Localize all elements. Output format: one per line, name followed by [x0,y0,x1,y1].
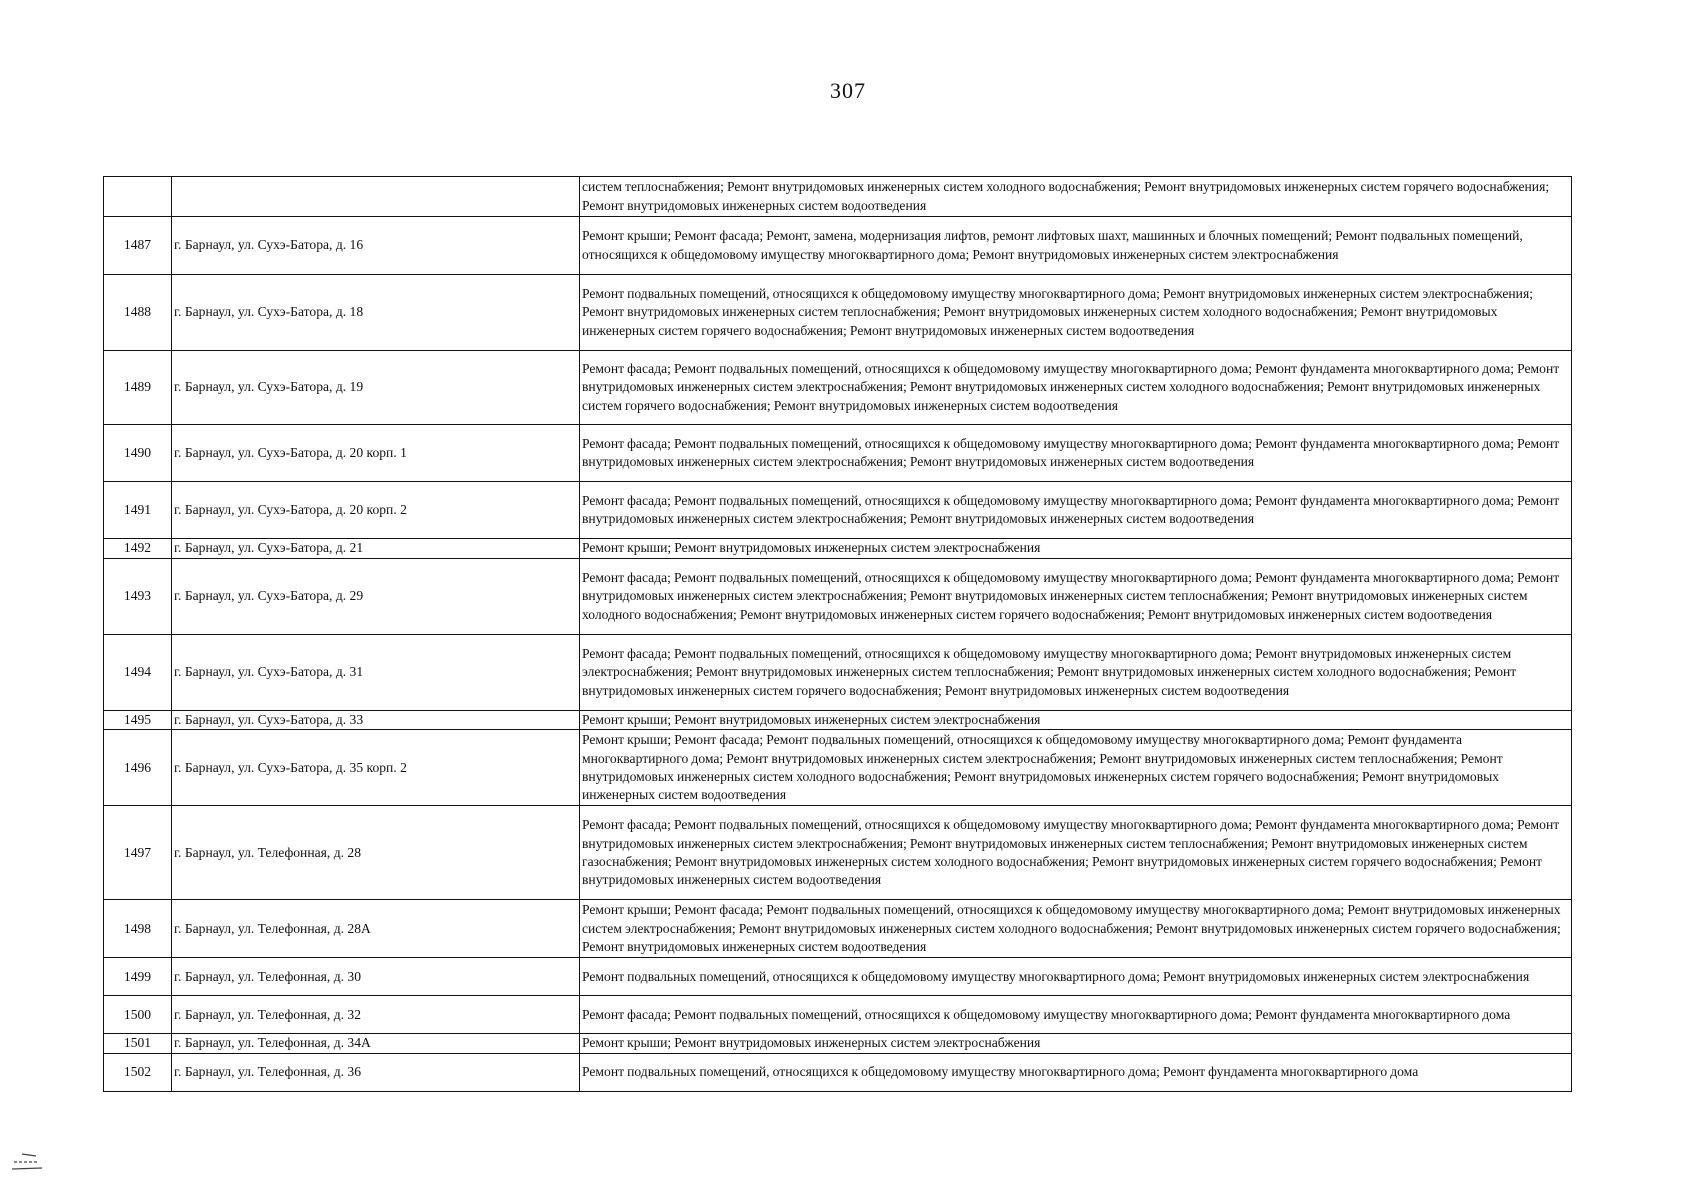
repair-works-cell: Ремонт фасада; Ремонт подвальных помещений, относящихся к общедомовому имуществу многоквартирного дома; Ремонт фундамента многоквартирного дома; Ремонт внутридомовых инженерных систем электроснабжения; Ремонт внутридомовых инженерных систем теплоснабжения; Ремонт внутридомовых инженерных систем газоснабжения; Ремонт внутридомовых инженерных систем холодного водоснабжения; Ремонт внутридомовых инженерных систем горячего водоснабжения; Ремонт внутридомовых инженерных систем водоотведения [580,806,1572,900]
repair-works-cell: Ремонт подвальных помещений, относящихся к общедомовому имуществу многоквартирного дома; Ремонт фундамента многоквартирного дома [580,1053,1572,1091]
repair-works-cell: Ремонт крыши; Ремонт внутридомовых инженерных систем электроснабжения [580,1034,1572,1053]
row-number-cell: 1496 [104,730,172,806]
table-row-1502 [104,1053,1572,1091]
repair-works-cell: Ремонт фасада; Ремонт подвальных помещений, относящихся к общедомовому имуществу многоквартирного дома; Ремонт фундамента многоквартирного дома [580,996,1572,1034]
repair-works-cell: Ремонт фасада; Ремонт подвальных помещений, относящихся к общедомовому имуществу многоквартирного дома; Ремонт фундамента многоквартирного дома; Ремонт внутридомовых инженерных систем электроснабжения; Ремонт внутридомовых инженерных систем водоотведения [580,425,1572,482]
repair-works-cell: систем теплоснабжения; Ремонт внутридомовых инженерных систем холодного водоснабжения; Ремонт внутридомовых инженерных систем горячего водоснабжения; Ремонт внутридомовых инженерных систем водоотведения [580,177,1572,217]
row-number-cell: 1502 [104,1053,172,1091]
address-cell: г. Барнаул, ул. Телефонная, д. 28А [172,900,580,958]
address-cell: г. Барнаул, ул. Телефонная, д. 32 [172,996,580,1034]
address-cell: г. Барнаул, ул. Сухэ-Батора, д. 20 корп. 2 [172,482,580,539]
repair-works-cell: Ремонт крыши; Ремонт внутридомовых инженерных систем электроснабжения [580,711,1572,730]
table-row-1497 [104,806,1572,900]
repair-works-cell: Ремонт подвальных помещений, относящихся к общедомовому имуществу многоквартирного дома; Ремонт внутридомовых инженерных систем электроснабжения; Ремонт внутридомовых инженерных систем теплоснабжения; Ремонт внутридомовых инженерных систем холодного водоснабжения; Ремонт внутридомовых инженерных систем горячего водоснабжения; Ремонт внутридомовых инженерных систем водоотведения [580,275,1572,351]
address-cell: г. Барнаул, ул. Сухэ-Батора, д. 35 корп. 2 [172,730,580,806]
address-cell: г. Барнаул, ул. Сухэ-Батора, д. 29 [172,559,580,635]
repair-works-cell: Ремонт крыши; Ремонт внутридомовых инженерных систем электроснабжения [580,539,1572,559]
address-cell: г. Барнаул, ул. Телефонная, д. 28 [172,806,580,900]
address-cell [172,177,580,217]
row-number-cell: 1493 [104,559,172,635]
row-number-cell: 1490 [104,425,172,482]
address-cell: г. Барнаул, ул. Сухэ-Батора, д. 18 [172,275,580,351]
address-cell: г. Барнаул, ул. Сухэ-Батора, д. 16 [172,217,580,275]
repair-works-cell: Ремонт фасада; Ремонт подвальных помещений, относящихся к общедомовому имуществу многоквартирного дома; Ремонт фундамента многоквартирного дома; Ремонт внутридомовых инженерных систем электроснабжения; Ремонт внутридомовых инженерных систем теплоснабжения; Ремонт внутридомовых инженерных систем холодного водоснабжения; Ремонт внутридомовых инженерных систем горячего водоснабжения; Ремонт внутридомовых инженерных систем водоотведения [580,559,1572,635]
table-row-1488 [104,275,1572,351]
repair-works-cell: Ремонт фасада; Ремонт подвальных помещений, относящихся к общедомовому имуществу многоквартирного дома; Ремонт внутридомовых инженерных систем электроснабжения; Ремонт внутридомовых инженерных систем теплоснабжения; Ремонт внутридомовых инженерных систем холодного водоснабжения; Ремонт внутридомовых инженерных систем горячего водоснабжения; Ремонт внутридомовых инженерных систем водоотведения [580,635,1572,711]
table-row-1494 [104,635,1572,711]
address-cell: г. Барнаул, ул. Сухэ-Батора, д. 31 [172,635,580,711]
table-row-1495 [104,711,1572,730]
table-row-1500 [104,996,1572,1034]
row-number-cell: 1494 [104,635,172,711]
table-row-1493 [104,559,1572,635]
address-cell: г. Барнаул, ул. Телефонная, д. 30 [172,958,580,996]
address-cell: г. Барнаул, ул. Сухэ-Батора, д. 20 корп. 1 [172,425,580,482]
repair-works-cell: Ремонт крыши; Ремонт фасада; Ремонт подвальных помещений, относящихся к общедомовому имуществу многоквартирного дома; Ремонт внутридомовых инженерных систем электроснабжения; Ремонт внутридомовых инженерных систем холодного водоснабжения; Ремонт внутридомовых инженерных систем горячего водоснабжения; Ремонт внутридомовых инженерных систем водоотведения [580,900,1572,958]
table-row-continuation [104,177,1572,217]
table-row-1489 [104,351,1572,425]
table-body [104,177,1572,1092]
row-number-cell: 1499 [104,958,172,996]
row-number-cell: 1491 [104,482,172,539]
table-row-1492 [104,539,1572,559]
row-number-cell: 1501 [104,1034,172,1053]
row-number-cell: 1492 [104,539,172,559]
row-number-cell: 1495 [104,711,172,730]
table-row-1501 [104,1034,1572,1053]
address-cell: г. Барнаул, ул. Телефонная, д. 36 [172,1053,580,1091]
repair-works-cell: Ремонт фасада; Ремонт подвальных помещений, относящихся к общедомовому имуществу многоквартирного дома; Ремонт фундамента многоквартирного дома; Ремонт внутридомовых инженерных систем электроснабжения; Ремонт внутридомовых инженерных систем водоотведения [580,482,1572,539]
address-cell: г. Барнаул, ул. Сухэ-Батора, д. 19 [172,351,580,425]
row-number-cell: 1498 [104,900,172,958]
table-row-1499 [104,958,1572,996]
row-number-cell [104,177,172,217]
table-row-1490 [104,425,1572,482]
address-cell: г. Барнаул, ул. Сухэ-Батора, д. 21 [172,539,580,559]
row-number-cell: 1500 [104,996,172,1034]
scan-artifact-mark [8,1150,48,1174]
page-number: 307 [830,78,866,103]
repair-works-cell: Ремонт подвальных помещений, относящихся к общедомовому имуществу многоквартирного дома; Ремонт внутридомовых инженерных систем электроснабжения [580,958,1572,996]
table-row-1491 [104,482,1572,539]
repair-works-cell: Ремонт крыши; Ремонт фасада; Ремонт, замена, модернизация лифтов, ремонт лифтовых шахт, машинных и блочных помещений; Ремонт подвальных помещений, относящихся к общедомовому имуществу многоквартирного дома; Ремонт внутридомовых инженерных систем электроснабжения [580,217,1572,275]
table-row-1498 [104,900,1572,958]
row-number-cell: 1497 [104,806,172,900]
row-number-cell: 1489 [104,351,172,425]
row-number-cell: 1488 [104,275,172,351]
repair-works-cell: Ремонт крыши; Ремонт фасада; Ремонт подвальных помещений, относящихся к общедомовому имуществу многоквартирного дома; Ремонт фундамента многоквартирного дома; Ремонт внутридомовых инженерных систем электроснабжения; Ремонт внутридомовых инженерных систем теплоснабжения; Ремонт внутридомовых инженерных систем холодного водоснабжения; Ремонт внутридомовых инженерных систем горячего водоснабжения; Ремонт внутридомовых инженерных систем водоотведения [580,730,1572,806]
table-row-1487 [104,217,1572,275]
address-cell: г. Барнаул, ул. Телефонная, д. 34А [172,1034,580,1053]
address-cell: г. Барнаул, ул. Сухэ-Батора, д. 33 [172,711,580,730]
row-number-cell: 1487 [104,217,172,275]
table-row-1496 [104,730,1572,806]
housing-repair-table [103,176,1572,1092]
repair-works-cell: Ремонт фасада; Ремонт подвальных помещений, относящихся к общедомовому имуществу многоквартирного дома; Ремонт фундамента многоквартирного дома; Ремонт внутридомовых инженерных систем электроснабжения; Ремонт внутридомовых инженерных систем холодного водоснабжения; Ремонт внутридомовых инженерных систем горячего водоснабжения; Ремонт внутридомовых инженерных систем водоотведения [580,351,1572,425]
